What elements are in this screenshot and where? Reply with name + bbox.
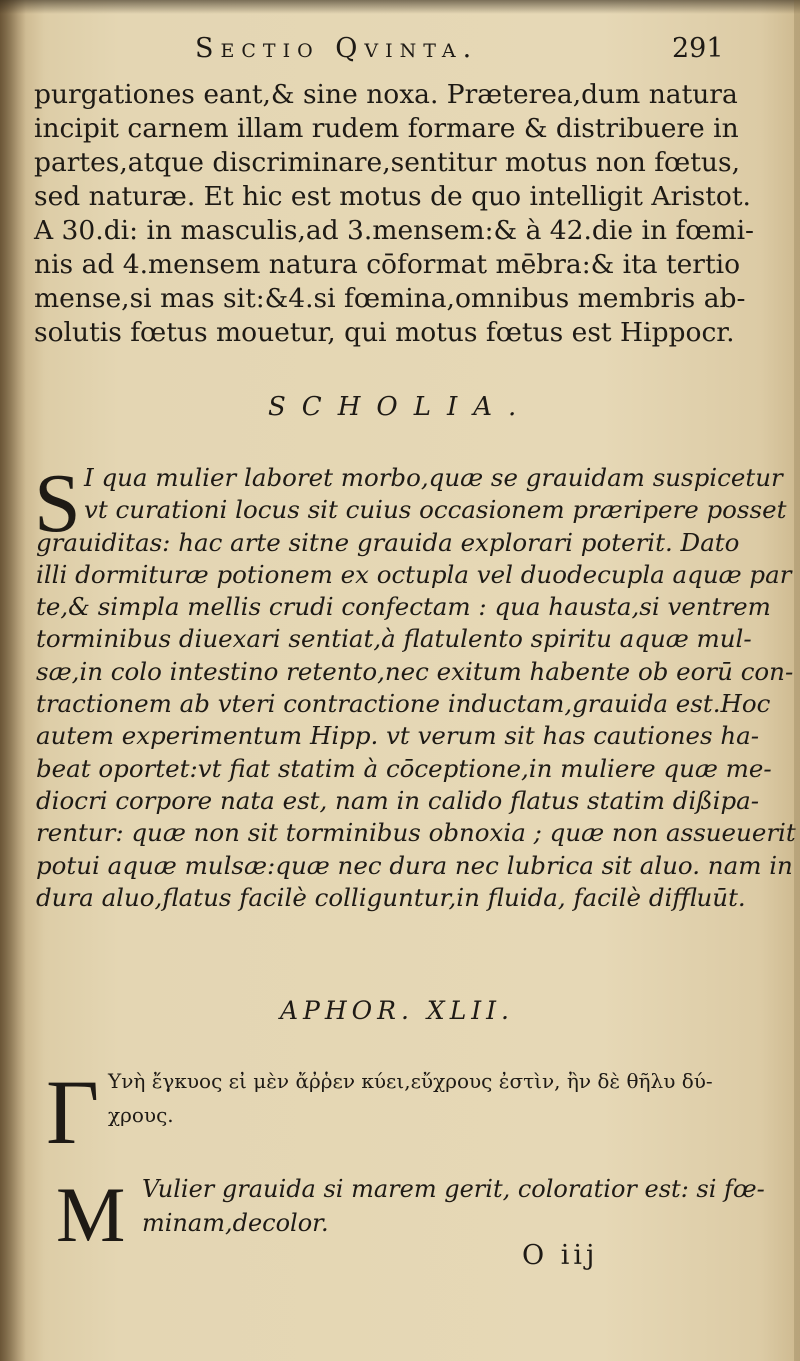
text-line: sæ,in colo intestino retento,nec exitum habente ob eorū con- [36,656,794,686]
text-line: te,& simpla mellis crudi confectam : qua hausta,si ventrem [36,592,771,622]
text-line: A 30.di: in masculis,ad 3.mensem:& à 42.die in fœmi- [34,215,755,246]
text-line: diocri corpore nata est, nam in calido flatus statim dißipa- [36,785,760,815]
scholia-drop-cap: S [34,457,81,550]
running-head: Sectio Qvinta. [195,33,479,64]
text-line: χρους. [108,1103,174,1127]
aphorism-heading: APHOR. XLII. [280,996,514,1025]
text-line: rentur: quæ non sit torminibus obnoxia ; quæ non assueuerit [36,818,796,848]
text-line: nis ad 4.mensem natura cōformat mēbra:& ita tertio [34,249,741,280]
text-line: potui aquæ mulsæ:quæ nec dura nec lubrica sit aluo. nam in [36,850,793,880]
text-line: incipit carnem illam rudem formare & distribuere in [34,113,739,144]
text-line: beat oportet:vt fiat statim à cōceptione,in muliere quæ me- [36,753,772,783]
scholia-heading: SCHOLIA. [268,392,533,422]
signature-mark: O iij [522,1240,599,1271]
text-line: I qua mulier laboret morbo,quæ se grauidam suspicetur [84,463,783,492]
text-line: Vulier grauida si marem gerit, coloratior est: si fœ- [142,1175,765,1203]
page-number: 291 [672,33,724,64]
body-text [34,78,754,350]
text-line: torminibus diuexari sentiat,à flatulento spiritu aquæ mul- [36,624,752,654]
top-edge-shadow [0,0,800,14]
paper-edge [794,0,800,1361]
greek-aphorism [108,1064,768,1132]
text-line: tractionem ab vteri contractione inductam,grauida est.Hoc [36,689,771,719]
text-line: partes,atque discriminare,sentitur motus non fœtus, [34,147,741,178]
latin-drop-cap: M [56,1171,126,1258]
text-line: solutis fœtus mouetur, qui motus fœtus est Hippocr. [34,317,735,348]
text-line: purgationes eant,& sine noxa. Præterea,dum natura [34,79,738,110]
text-line: grauiditas: hac arte sitne grauida explorari poterit. Dato [36,527,740,557]
gutter-shadow [0,0,26,1361]
greek-drop-cap: Γ [46,1061,100,1163]
text-line: autem experimentum Hipp. vt verum sit has cautiones ha- [36,721,760,751]
text-line: vt curationi locus sit cuius occasionem præripere posset [84,495,787,525]
text-line: dura aluo,flatus facilè colliguntur,in fluida, facilè diffluūt. [36,882,746,912]
text-line: sed naturæ. Et hic est motus de quo intelligit Aristot. [34,181,751,212]
text-line: mense,si mas sit:&4.si fœmina,omnibus membris ab- [34,283,746,314]
scholia-text [34,457,796,914]
latin-aphorism [142,1172,765,1240]
text-line: illi dormituræ potionem ex octupla vel duodecupla aquæ par [36,559,792,589]
text-line: Υνὴ ἔγκυος εἰ μὲν ἄῤῥεν κύει,εὔχρους ἐστὶν, ἢν δὲ θῆλυ δύ- [108,1069,713,1093]
text-line: minam,decolor. [142,1209,329,1237]
